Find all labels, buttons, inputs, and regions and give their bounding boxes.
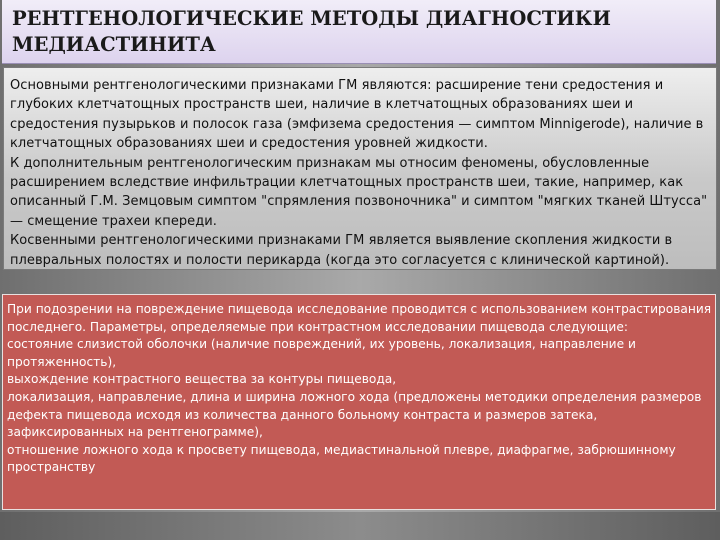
- contrast-item-relation: отношение ложного хода к просвету пищевода, медиастинальной плевре, диафрагме, забрюшинному пространству: [7, 442, 676, 475]
- contrast-item-false-passage: локализация, направление, длина и ширина ложного хода (предложены методики определения размеров дефекта пищевода исходя из количества данного больному контраста и размеров затека, зафиксированных на рентгенограмме),: [7, 389, 702, 440]
- contrast-item-mucosa: состояние слизистой оболочки (наличие повреждений, их уровень, локализация, направление и протяженность),: [7, 337, 636, 369]
- contrast-study-box: [2, 294, 716, 510]
- contrast-intro-paragraph: При подозрении на повреждение пищевода исследование проводится с использованием контрастирования последнего. Параметры, определяемые при контрастном исследовании пищевода следующие:: [7, 302, 712, 334]
- slide-title: РЕНТГЕНОЛОГИЧЕСКИЕ МЕТОДЫ ДИАГНОСТИКИ МЕДИАСТИНИТА: [12, 7, 611, 56]
- indirect-signs-paragraph: Косвенными рентгенологическими признаками ГМ является выявление скопления жидкости в плевральных полостях и полости перикарда (когда это согласуется с клинической картиной).: [10, 233, 673, 268]
- additional-signs-paragraph: К дополнительным рентгенологическим признакам мы относим феномены, обусловленные расширением вследствие инфильтрации клетчатощных пространств шеи, такие, например, как описанный Г.М. Земцовым симптом "спрямления позвоночника" и симптом "мягких тканей Штусса" — смещение трахеи кпереди.: [10, 155, 708, 229]
- bottom-strip: [0, 512, 720, 540]
- contrast-item-leakage: выхождение контрастного вещества за контуры пищевода,: [7, 372, 397, 387]
- title-box: [2, 0, 716, 64]
- main-signs-paragraph: Основными рентгенологическими признаками ГМ являются: расширение тени средостения и глубоких клетчатощных пространств шеи, наличие в клетчатощных образованиях шеи и средостения пузырьков и полосок газа (эмфизема средостения — симптом Minnigerode), наличие в клетчатощных образованиях шеи и средостения уровней жидкости.: [10, 78, 704, 152]
- radiological-signs-box: [3, 67, 717, 270]
